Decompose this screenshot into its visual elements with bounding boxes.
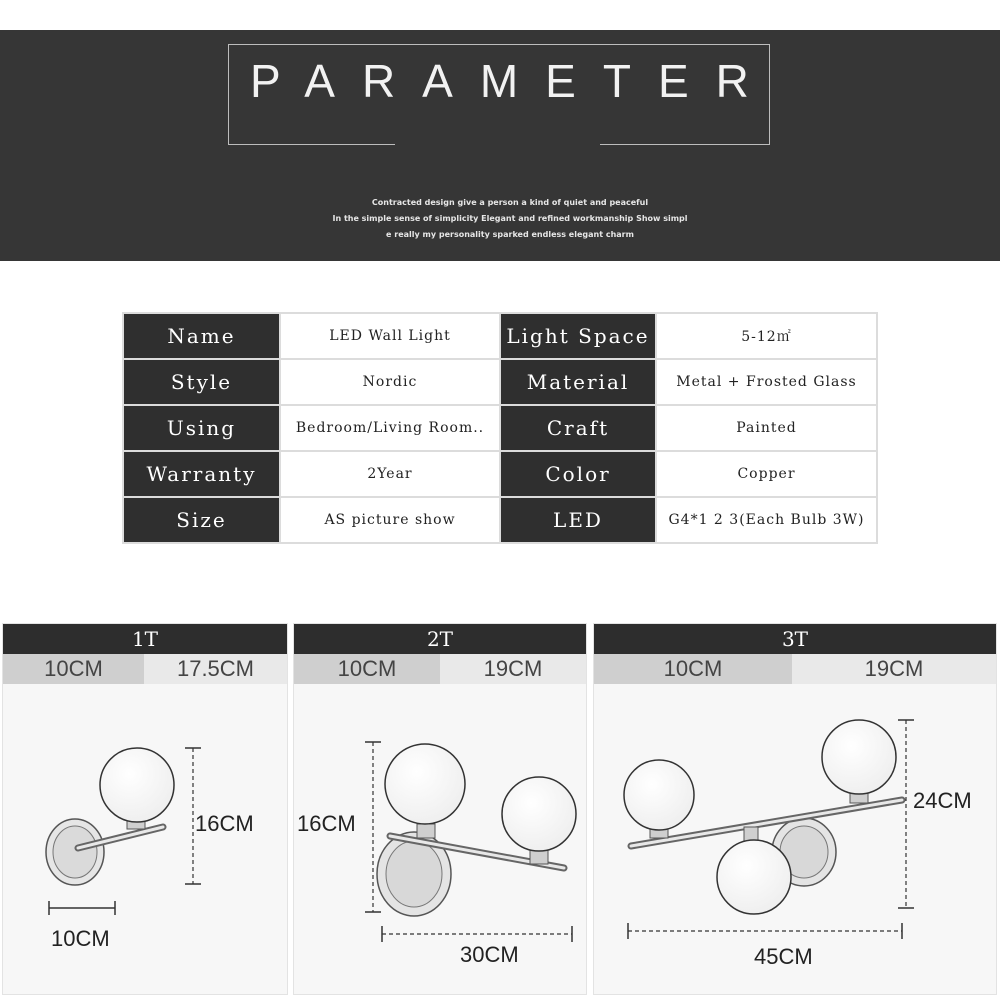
product-panel-3t (593, 623, 997, 995)
spec-row (123, 405, 877, 451)
spec-value: Bedroom/Living Room.. (280, 405, 500, 451)
header-banner (0, 30, 1000, 261)
tagline-line-1: Contracted design give a person a kind of quiet and peaceful (371, 198, 649, 207)
spec-key: Size (123, 497, 280, 543)
spec-key: Style (123, 359, 280, 405)
height-label: 16CM (195, 811, 254, 836)
globe-icon (624, 760, 694, 830)
height-label: 16CM (297, 811, 356, 836)
dimension-b: 19CM (440, 654, 586, 684)
spec-row (123, 451, 877, 497)
spec-row (123, 313, 877, 359)
spec-value: AS picture show (280, 497, 500, 543)
dimension-b: 19CM (792, 654, 996, 684)
spec-value: 5-12㎡ (656, 313, 877, 359)
spec-row (123, 497, 877, 543)
spec-value: Copper (656, 451, 877, 497)
width-label: 30CM (460, 942, 519, 967)
spec-value: LED Wall Light (280, 313, 500, 359)
dimension-bar (594, 654, 996, 684)
frame-divider-left (228, 144, 395, 145)
spec-key: Light Space (500, 313, 656, 359)
spec-value: G4*1 2 3(Each Bulb 3W) (656, 497, 877, 543)
spec-key: Color (500, 451, 656, 497)
page-title: PARAMETER (250, 55, 776, 107)
spec-key: Material (500, 359, 656, 405)
product-panel-2t (293, 623, 587, 995)
dimension-bar (294, 654, 586, 684)
dimension-bar (3, 654, 287, 684)
spec-key: Using (123, 405, 280, 451)
tagline-line-2: In the simple sense of simplicity Elegant and refined workmanship Show simpl (332, 214, 688, 223)
dimension-b: 17.5CM (144, 654, 287, 684)
dimension-a: 10CM (294, 654, 440, 684)
spec-key: LED (500, 497, 656, 543)
tagline-line-3: e really my personality sparked endless elegant charm (386, 230, 634, 239)
globe-icon (100, 748, 174, 822)
panel-title: 1T (3, 624, 287, 654)
product-panel-1t (2, 623, 288, 995)
spec-value: Metal + Frosted Glass (656, 359, 877, 405)
spec-value: Nordic (280, 359, 500, 405)
spec-key: Craft (500, 405, 656, 451)
frame-divider-right (600, 144, 769, 145)
spec-row (123, 359, 877, 405)
globe-icon (502, 777, 576, 851)
globe-icon (385, 744, 465, 824)
width-label: 10CM (51, 926, 110, 951)
spec-value: 2Year (280, 451, 500, 497)
spec-key: Warranty (123, 451, 280, 497)
panel-title: 3T (594, 624, 996, 654)
width-label: 45CM (754, 944, 813, 969)
spec-value: Painted (656, 405, 877, 451)
spec-table (122, 312, 878, 544)
globe-icon (822, 720, 896, 794)
dimension-a: 10CM (594, 654, 792, 684)
panel-title: 2T (294, 624, 586, 654)
dimension-a: 10CM (3, 654, 144, 684)
height-label: 24CM (913, 788, 972, 813)
spec-key: Name (123, 313, 280, 359)
globe-icon (717, 840, 791, 914)
